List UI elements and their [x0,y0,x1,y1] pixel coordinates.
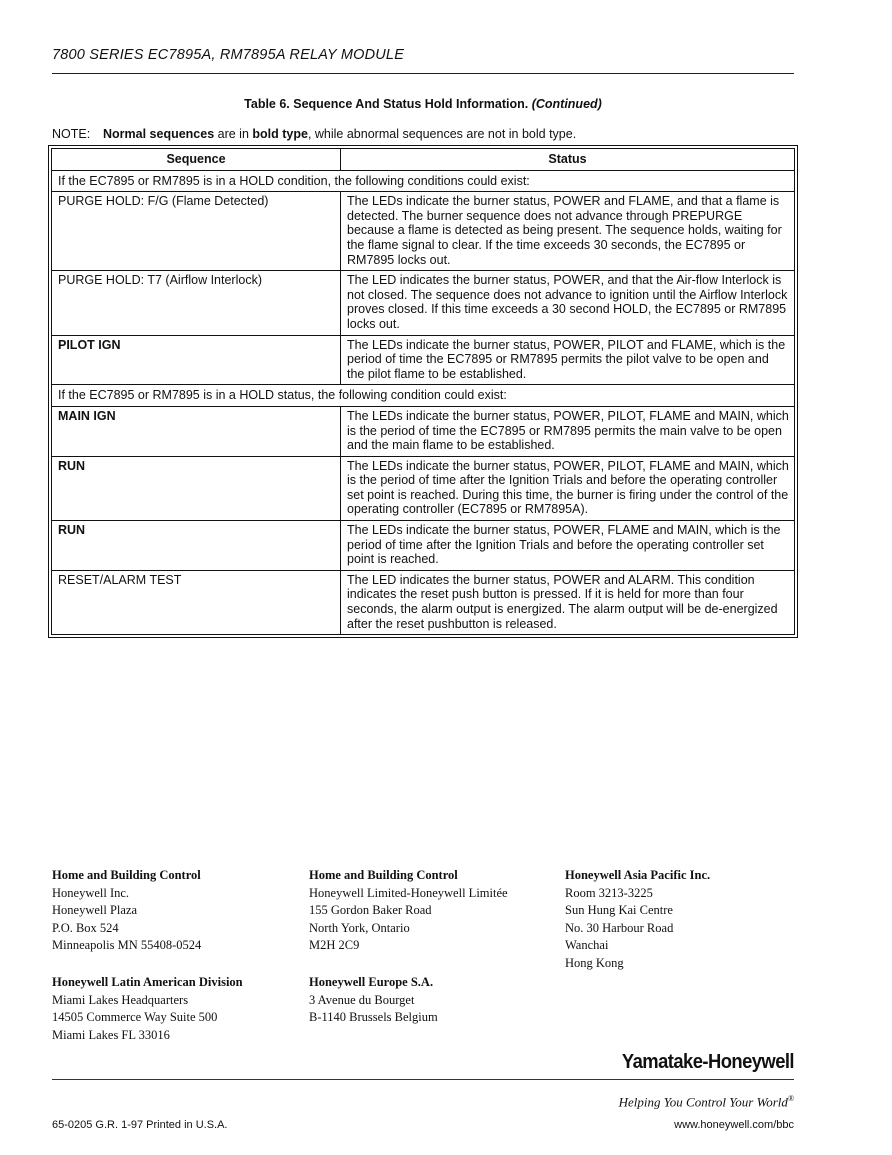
note-label: NOTE: [52,127,91,141]
table-title-text: Table 6. Sequence And Status Hold Information. [244,97,529,111]
registered-mark: ® [787,1094,794,1103]
address-line: Honeywell Plaza [52,903,138,917]
header-divider [52,73,794,74]
table-title-suffix: (Continued) [531,97,602,111]
address-line: Sun Hung Kai Centre [565,903,673,917]
table-note [52,127,794,141]
address-heading: Honeywell Latin American Division [52,975,243,989]
address-line: North York, Ontario [309,920,410,935]
column-header-sequence: Sequence [52,149,341,171]
address-heading: Honeywell Asia Pacific Inc. [565,868,711,882]
table-body [52,170,795,635]
address-line: 3 Avenue du Bourget [309,992,415,1007]
sequence-cell: RUN [52,456,341,520]
address-heading: Home and Building Control [309,868,458,882]
address-block [309,974,438,1027]
address-line: No. 30 Harbour Road [565,920,674,935]
address-line: 14505 Commerce Way Suite 500 [52,1010,218,1024]
table-row [52,406,795,456]
section-condition-text: If the EC7895 or RM7895 is in a HOLD status, the following condition could exist: [52,385,795,407]
footer-divider [52,1079,794,1080]
note-bold-1: Normal sequences [103,127,215,141]
section-condition-text: If the EC7895 or RM7895 is in a HOLD condition, the following conditions could exist: [52,170,795,192]
address-heading: Home and Building Control [52,868,201,882]
address-heading: Honeywell Europe S.A. [309,975,434,989]
status-cell: The LEDs indicate the burner status, POWER, PILOT, FLAME and MAIN, which is the period of time after the Ignition Trials and before the operating controller set point is reached. During this time, the burner is firing under the control of the operating controller (EC7895 or RM7895A). [341,456,795,520]
status-cell: The LEDs indicate the burner status, POWER, PILOT, FLAME and MAIN, which is the period of time the EC7895 or RM7895 permits the main valve to be open and the main flame to be established. [341,406,795,456]
address-block [565,867,710,972]
address-line: Wanchai [565,938,609,952]
document-number: 65-0205 G.R. 1-97 Printed in U.S.A. [52,1119,228,1131]
sequence-cell: RUN [52,521,341,571]
address-block [52,867,201,955]
column-header-status: Status [341,149,795,171]
address-line: 155 Gordon Baker Road [309,903,432,917]
status-cell: The LEDs indicate the burner status, POWER, FLAME and MAIN, which is the period of time after the Ignition Trials and before the operating controller set point is reached. [341,521,795,571]
note-text-3: , while abnormal sequences are not in bold type. [307,127,577,141]
address-line: Hong Kong [565,955,624,970]
sequence-cell: MAIN IGN [52,406,341,456]
website-url: www.honeywell.com/bbc [674,1119,794,1131]
address-line: Miami Lakes Headquarters [52,992,189,1007]
address-line: Minneapolis MN 55408-0524 [52,938,202,952]
sequence-cell: PURGE HOLD: T7 (Airflow Interlock) [52,271,341,335]
table-row [52,521,795,571]
address-line: M2H 2C9 [309,938,360,952]
tagline [520,1094,794,1110]
address-block [52,974,243,1044]
table-row [52,271,795,335]
sequence-cell: RESET/ALARM TEST [52,570,341,634]
address-line: Miami Lakes FL 33016 [52,1027,170,1042]
table-row [52,456,795,520]
address-block [309,867,508,955]
sequence-status-table [51,148,795,635]
status-cell: The LEDs indicate the burner status, POWER and FLAME, and that a flame is detected. The burner sequence does not advance through PREPURGE because a flame is detected as being present. The sequence holds, waiting for the flame signal to clear. If the time exceeds 30 seconds, the EC7895 or RM7895 locks out. [341,192,795,271]
address-line: Honeywell Limited-Honeywell Limitée [309,885,508,900]
address-line: B-1140 Brussels Belgium [309,1010,438,1024]
table-header-row [52,149,795,171]
status-cell: The LEDs indicate the burner status, POWER, PILOT and FLAME, which is the period of time the EC7895 or RM7895 permits the pilot valve to be open and the pilot flame to be established. [341,335,795,385]
note-text-2: are in [214,127,253,141]
company-logo: Yamatake-Honeywell [621,1051,794,1073]
address-line: P.O. Box 524 [52,920,119,935]
table-row [52,335,795,385]
table-row [52,192,795,271]
status-cell: The LED indicates the burner status, POWER and ALARM. This condition indicates the reset push button is pressed. If it is held for more than four seconds, the alarm output is energized. The alarm output will be de-energized after the reset pushbutton is released. [341,570,795,634]
table-section-row [52,170,795,192]
table-section-row [52,385,795,407]
tagline-text: Helping You Control Your World [618,1094,788,1110]
table-title [52,97,794,111]
note-bold-2: bold type [252,127,308,141]
address-line: Honeywell Inc. [52,885,130,900]
table-row [52,570,795,634]
sequence-cell: PILOT IGN [52,335,341,385]
address-line: Room 3213-3225 [565,885,653,900]
sequence-cell: PURGE HOLD: F/G (Flame Detected) [52,192,341,271]
page-header-title: 7800 SERIES EC7895A, RM7895A RELAY MODULE [52,47,405,63]
status-cell: The LED indicates the burner status, POWER, and that the Air-flow Interlock is not closed. The sequence does not advance to ignition until the Airflow Interlock proves closed. If this time exceeds a 30 second HOLD, the EC7895 or RM7895 locks out. [341,271,795,335]
